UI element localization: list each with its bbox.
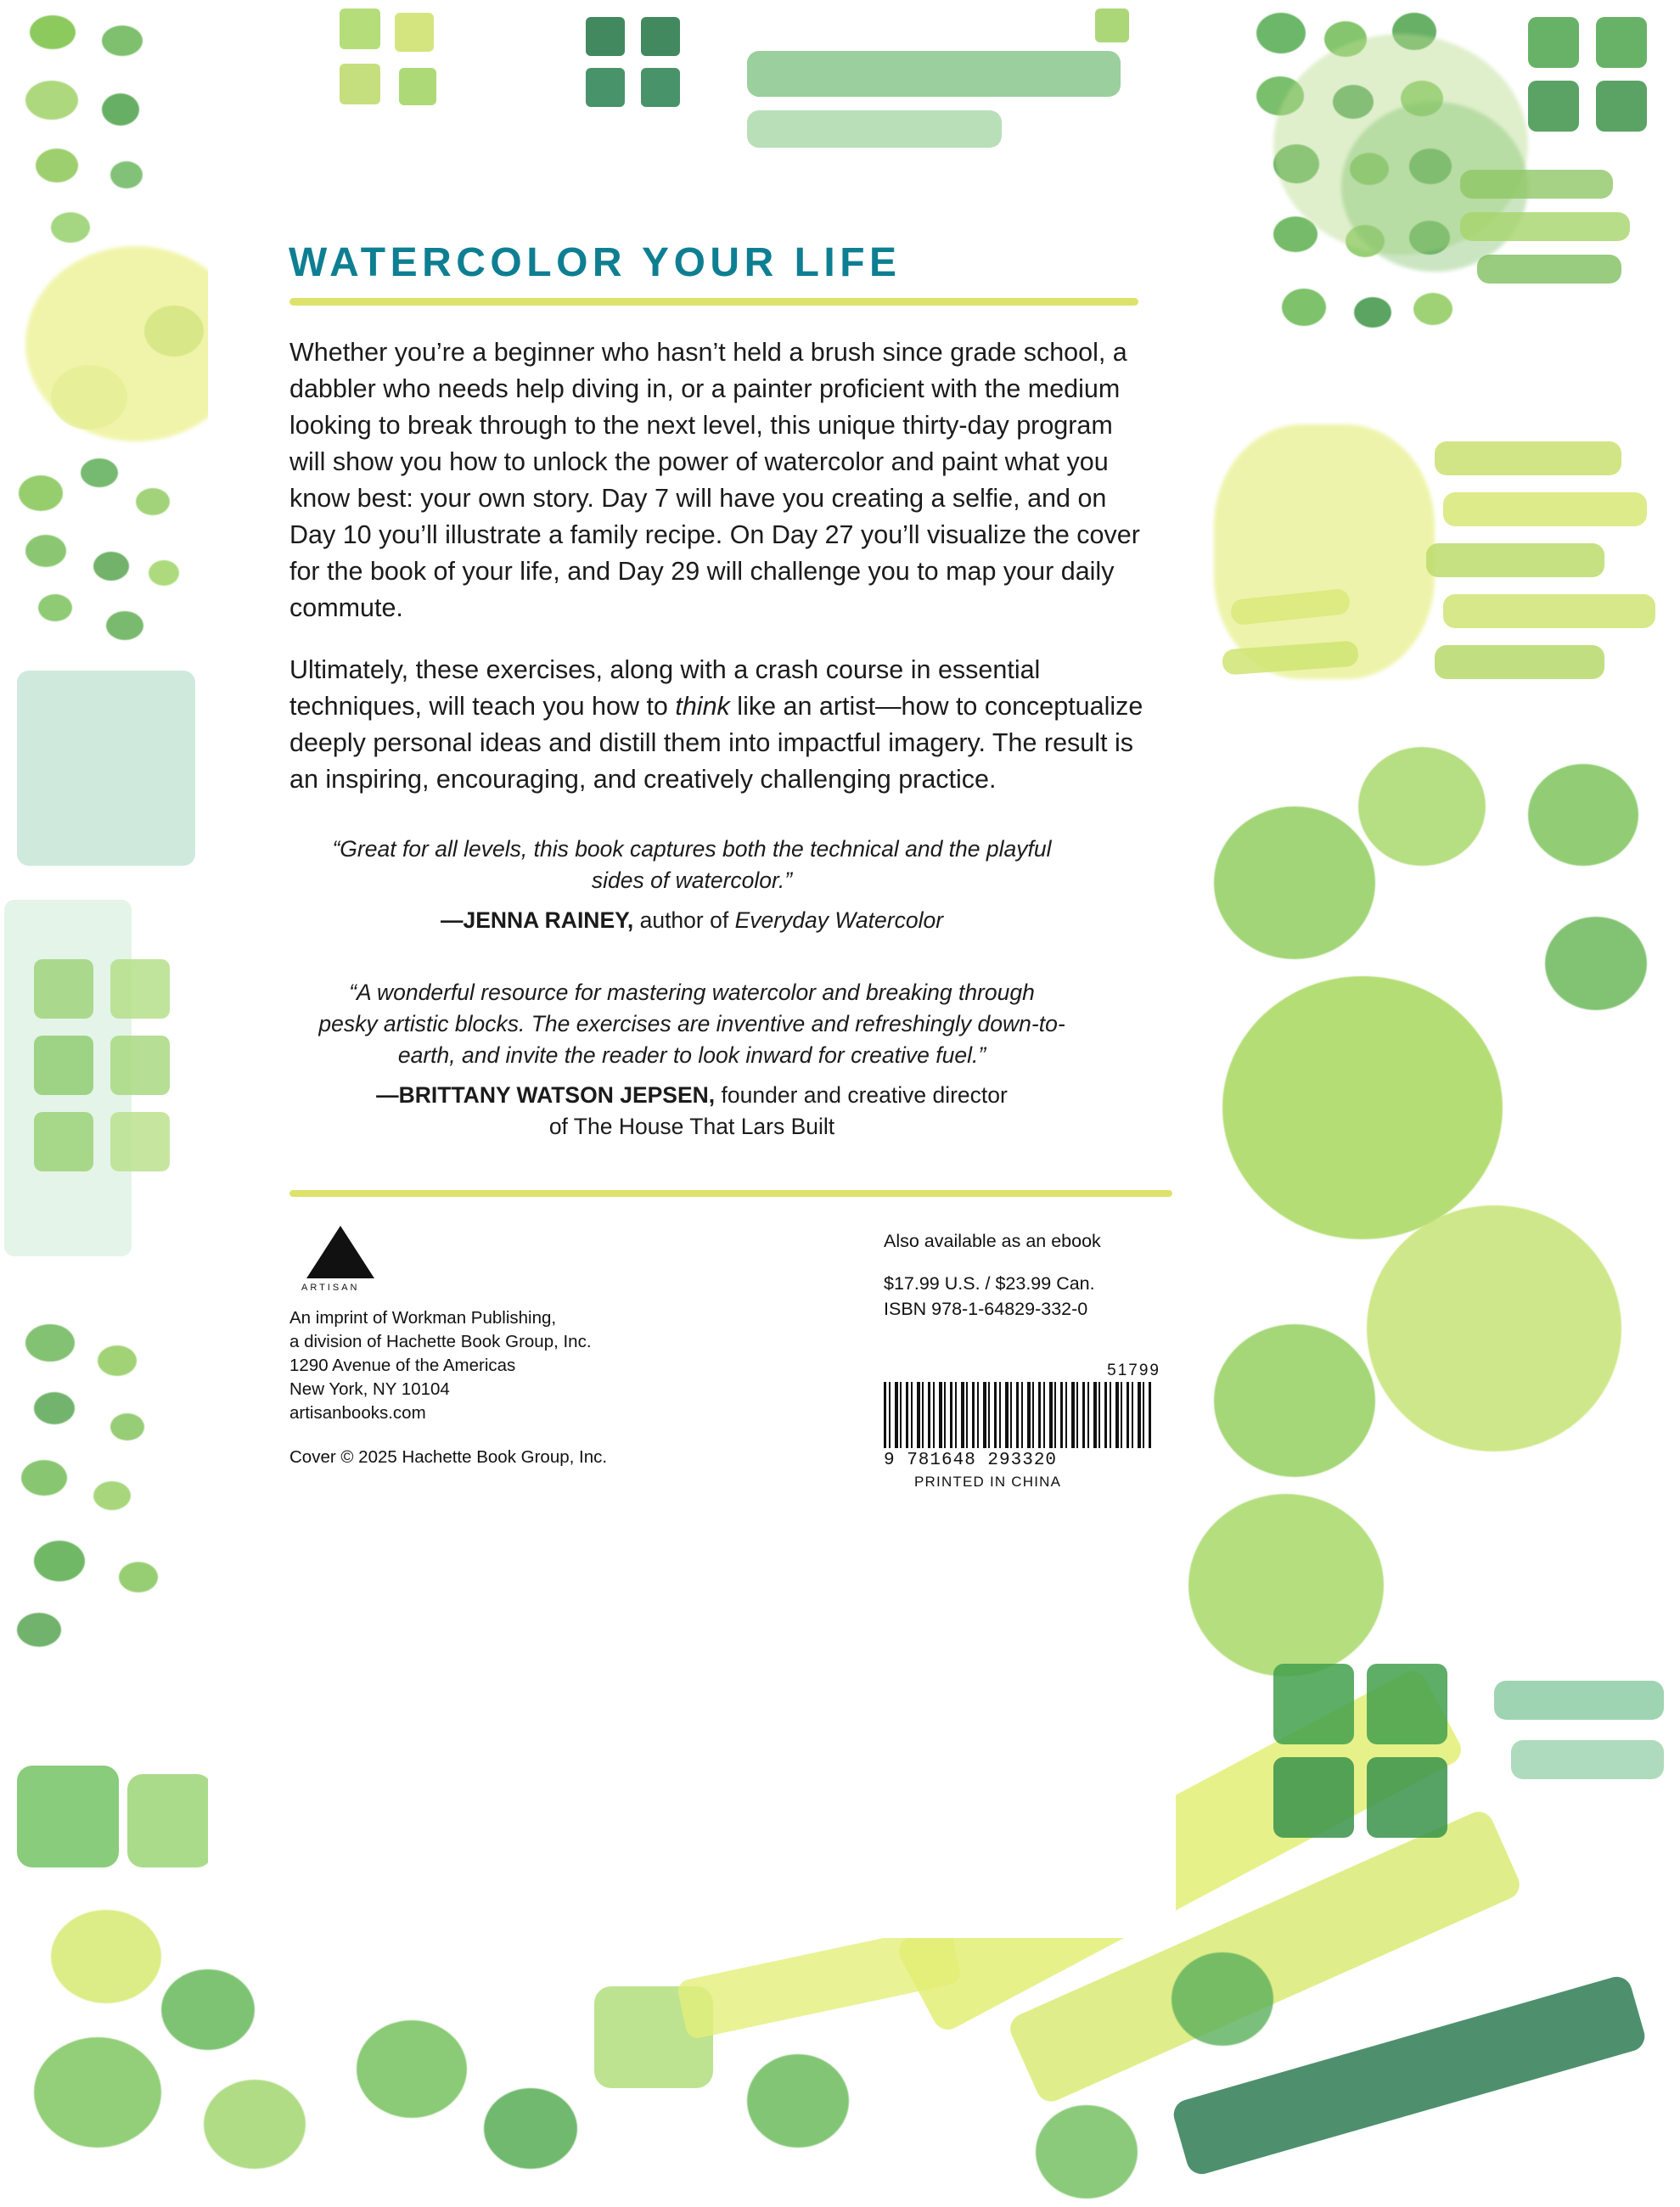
art-dot — [93, 1481, 131, 1510]
art-square — [1596, 17, 1647, 68]
art-square — [1596, 81, 1647, 132]
paragraph-2 — [289, 652, 1147, 798]
art-square — [1273, 1757, 1354, 1838]
art-dot — [51, 1910, 161, 2003]
art-dot — [34, 2037, 161, 2148]
art-dot — [1222, 976, 1503, 1239]
art-square — [395, 13, 434, 52]
art-square — [110, 959, 170, 1019]
publisher-line-2: a division of Hachette Book Group, Inc. — [289, 1332, 592, 1351]
art-stripe — [1477, 255, 1621, 284]
art-dot — [1545, 917, 1647, 1010]
art-dot — [17, 1613, 61, 1647]
art-dot — [38, 594, 72, 621]
art-square — [1367, 1664, 1447, 1744]
art-dot — [747, 2054, 849, 2148]
art-dot — [36, 149, 78, 183]
art-dot — [34, 1392, 75, 1424]
art-dot — [1367, 1205, 1621, 1452]
art-stripe — [1460, 212, 1630, 241]
art-square — [1528, 81, 1579, 132]
blurbs — [318, 834, 1065, 1143]
art-square — [586, 17, 625, 56]
art-square — [641, 68, 680, 107]
art-dot — [119, 1562, 158, 1592]
blurb-2-attribution — [318, 1080, 1065, 1111]
paragraph-2-part1: Ultimately, these exercises, along with a crash course in essential techniques, will teach you how to — [289, 655, 1041, 721]
blurb-1-role: author of — [633, 907, 735, 933]
art-stripe — [1443, 492, 1647, 526]
art-square — [34, 959, 93, 1019]
paragraph-2-emphasis: think — [675, 692, 730, 721]
art-dot — [161, 1969, 255, 2050]
publisher-block — [289, 1226, 731, 1468]
blurb-2-role: founder and creative director — [715, 1082, 1008, 1108]
art-dot — [144, 306, 204, 357]
art-square — [110, 1036, 170, 1095]
art-dot — [1282, 289, 1326, 326]
art-stripe — [1435, 441, 1621, 475]
art-stripe — [1443, 594, 1655, 628]
art-square — [1528, 17, 1579, 68]
art-dot — [1354, 297, 1391, 328]
page-title: WATERCOLOR YOUR LIFE — [289, 240, 902, 285]
publisher-website[interactable]: artisanbooks.com — [289, 1403, 426, 1423]
art-square — [34, 1112, 93, 1171]
cover-text-panel — [208, 185, 1176, 1938]
blurb-1-text: “Great for all levels, this book captures both the technical and the playful sides of watercolor.” — [332, 836, 1052, 893]
art-stripe — [1426, 543, 1604, 577]
art-dot — [136, 488, 170, 515]
art-stripe — [747, 51, 1121, 97]
publisher-line-3: 1290 Avenue of the Americas — [289, 1356, 516, 1375]
art-dot — [106, 611, 143, 640]
art-stripe — [747, 110, 1002, 148]
art-dot — [1172, 1952, 1273, 2046]
blurb-2-author: —BRITTANY WATSON JEPSEN, — [376, 1082, 716, 1108]
art-dot — [357, 2020, 467, 2118]
art-square — [1367, 1757, 1447, 1838]
art-stripe — [1460, 170, 1613, 199]
art-dot — [1256, 13, 1306, 53]
art-dot — [110, 161, 143, 188]
cover-footer — [289, 1226, 1172, 1490]
art-wash — [17, 671, 195, 866]
blurb-1-author: —JENNA RAINEY, — [440, 907, 634, 933]
artisan-logo — [289, 1226, 391, 1293]
art-square — [34, 1036, 93, 1095]
art-dot — [30, 15, 76, 49]
art-dot — [21, 1460, 67, 1496]
art-dot — [1036, 2105, 1138, 2199]
barcode-number: 9 781648 293320 — [884, 1451, 1058, 1470]
art-square — [340, 8, 380, 49]
art-dot — [98, 1345, 137, 1376]
art-dot — [1188, 1494, 1384, 1676]
blurb-1-attribution — [318, 905, 1065, 936]
publisher-line-4: New York, NY 10104 — [289, 1379, 450, 1399]
art-dot — [51, 212, 90, 243]
art-dot — [93, 552, 129, 581]
printed-in-label: PRINTED IN CHINA — [914, 1474, 1062, 1490]
copyright-line: Cover © 2025 Hachette Book Group, Inc. — [289, 1447, 608, 1467]
art-square — [641, 17, 680, 56]
barcode-addon: 51799 — [1107, 1362, 1160, 1379]
art-dot — [25, 1324, 75, 1362]
blurb-1-work: Everyday Watercolor — [734, 907, 944, 933]
art-square — [586, 68, 625, 107]
title-divider — [289, 298, 1138, 306]
art-dot — [110, 1413, 144, 1440]
ebook-note: Also available as an ebook — [884, 1231, 1101, 1251]
barcode-block — [884, 1362, 1172, 1491]
art-dot — [102, 93, 139, 126]
blurb-2 — [318, 977, 1065, 1143]
ebook-block — [884, 1231, 1164, 1322]
art-dot — [1413, 293, 1452, 325]
publisher-line-1: An imprint of Workman Publishing, — [289, 1308, 557, 1328]
art-square — [17, 1766, 119, 1867]
art-dot — [102, 25, 143, 56]
art-square — [1095, 8, 1129, 42]
price-line: $17.99 U.S. / $23.99 Can. — [884, 1273, 1095, 1294]
art-dot — [19, 475, 63, 511]
art-dot — [25, 81, 78, 120]
art-square — [340, 64, 380, 104]
art-square — [1273, 1664, 1354, 1744]
art-square — [127, 1774, 212, 1867]
art-dot — [25, 535, 66, 567]
paragraph-1: Whether you’re a beginner who hasn’t held a brush since grade school, a dabbler who needs help diving in, or a painter proficient with the medium looking to break through to the next level, this unique thirty-day program will show you how to unlock the power of watercolor and paint what you know best: your own story. Day 7 will have you creating a selfie, and on Day 10 you’ll illustrate a family recipe. On Day 27 you’ll visualize the cover for the book of your life, and Day 29 will challenge you to map your daily commute. — [289, 338, 1140, 622]
artisan-logo-label: ARTISAN — [301, 1283, 360, 1293]
art-dot — [1528, 764, 1638, 866]
art-stripe — [1494, 1681, 1664, 1720]
art-dot — [1214, 806, 1375, 959]
art-dot — [204, 2080, 306, 2169]
blurb-2-attribution-line2: of The House That Lars Built — [548, 1114, 835, 1139]
art-dot — [81, 458, 118, 487]
art-wash — [1214, 424, 1435, 679]
barcode-image — [884, 1382, 1154, 1448]
isbn-line: ISBN 978-1-64829-332-0 — [884, 1299, 1088, 1319]
art-dot — [51, 365, 127, 430]
triangle-logo-icon — [306, 1226, 374, 1278]
publisher-address — [289, 1306, 731, 1425]
art-dot — [1214, 1324, 1375, 1477]
art-dot — [34, 1541, 85, 1581]
art-stripe — [1435, 645, 1604, 679]
art-dot — [1358, 747, 1486, 866]
art-square — [399, 68, 436, 105]
paragraph-2-part2: like an artist—how to conceptualize deeply personal ideas and distill them into impactful imagery. The result is an inspiring, encouraging, and creatively challenging practice. — [289, 692, 1143, 794]
blurb-1 — [318, 834, 1065, 936]
art-dot — [484, 2088, 577, 2169]
art-square — [110, 1112, 170, 1171]
art-stripe — [1511, 1740, 1664, 1779]
description-body — [289, 334, 1147, 798]
art-dot — [149, 560, 179, 586]
footer-divider — [289, 1190, 1172, 1197]
blurb-2-text: “A wonderful resource for mastering watercolor and breaking through pesky artistic blocks. The exercises are inventive and refreshingly down-to-earth, and invite the reader to look inward for creative fuel.” — [318, 980, 1065, 1068]
